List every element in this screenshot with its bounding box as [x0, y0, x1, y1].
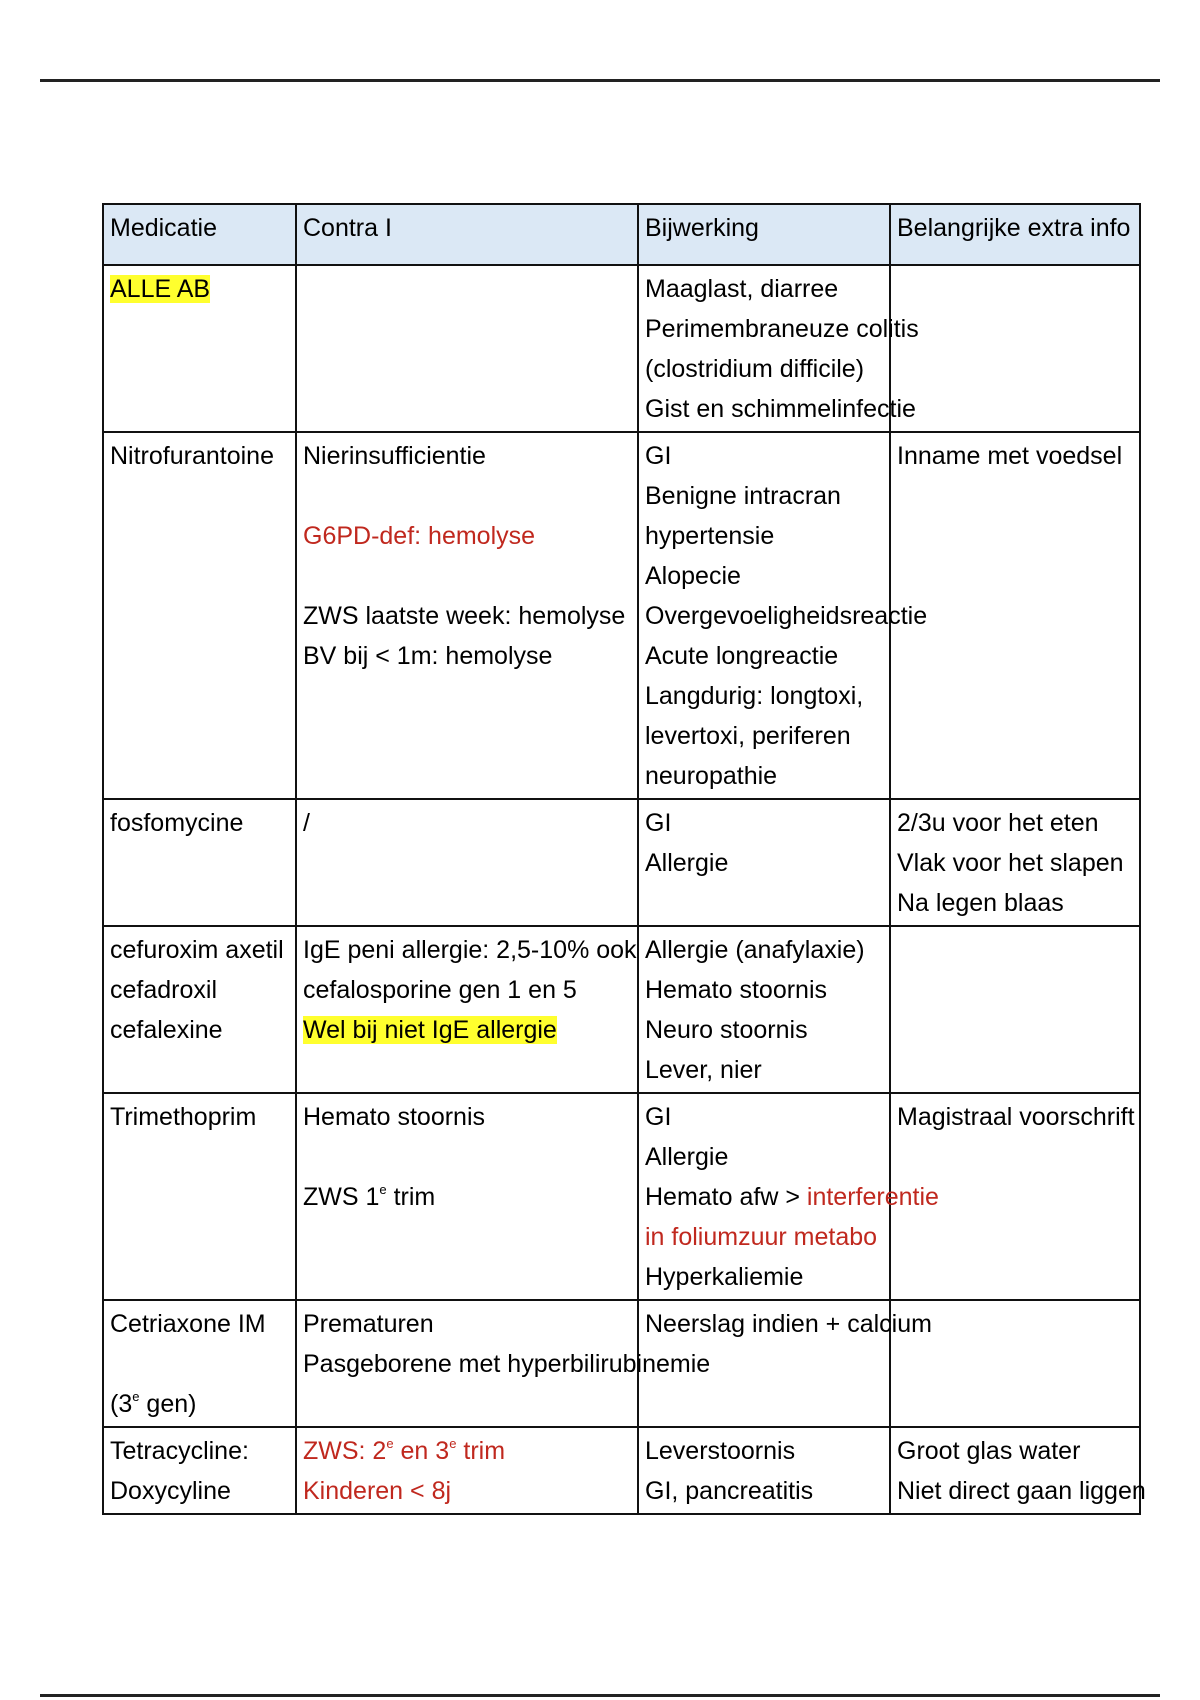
cell-medicatie [103, 1427, 296, 1514]
text-fragment: trim [456, 1437, 506, 1465]
header-extra-info: Belangrijke extra info [890, 204, 1140, 265]
text-fragment: Hemato afw > [645, 1183, 807, 1211]
text-line: cefuroxim axetil [110, 936, 284, 964]
text-line: Acute longreactie [645, 642, 839, 670]
cell-medicatie: Trimethoprim [103, 1093, 296, 1300]
text-line: GI [645, 809, 672, 837]
text-fragment: ZWS 1 [303, 1183, 380, 1211]
text-line: cefalexine [110, 1016, 223, 1044]
text-line: Hyperkaliemie [645, 1263, 804, 1291]
cell-contra [296, 432, 638, 799]
text-line: Doxycyline [110, 1477, 231, 1505]
text-line: Allergie [645, 1143, 729, 1171]
text-line: Hemato stoornis [303, 1103, 486, 1131]
highlighted-text: Wel bij niet IgE allergie [303, 1016, 557, 1044]
cell-extra-info [890, 1427, 1146, 1514]
text-line: (clostridium difficile) [645, 355, 865, 383]
cell-contra [296, 1300, 711, 1427]
highlighted-text: ALLE AB [110, 275, 211, 303]
text-line: Lever, nier [645, 1056, 762, 1084]
header-contra: Contra I [296, 204, 638, 265]
cell-extra-info [890, 799, 1140, 926]
cell-bijwerking [638, 926, 890, 1093]
superscript: e [379, 1182, 387, 1197]
cell-bijwerking [638, 1093, 939, 1300]
text-fragment: trim [386, 1183, 436, 1211]
text-line: Allergie (anafylaxie) [645, 936, 865, 964]
cell-bijwerking [638, 265, 919, 432]
cell-extra-info [890, 432, 1140, 799]
cell-medicatie [103, 1300, 296, 1427]
text-line: IgE peni allergie: 2,5-10% ook [303, 936, 637, 964]
text-line [303, 1177, 631, 1217]
text-line: Overgevoeligheidsreactie [645, 602, 928, 630]
cell-extra-info [890, 265, 1140, 432]
text-fragment: ZWS: 2 [303, 1437, 387, 1465]
superscript: e [132, 1389, 140, 1404]
red-text-line: Kinderen < 8j [303, 1477, 452, 1505]
text-fragment: en 3 [393, 1437, 450, 1465]
text-line [110, 1384, 289, 1424]
text-line: Benigne intracran [645, 482, 841, 510]
text-line: Perimembraneuze colitis [645, 315, 919, 343]
text-line: Groot glas water [897, 1437, 1081, 1465]
cell-extra-info [890, 926, 1140, 1093]
text-line: Alopecie [645, 562, 741, 590]
red-text-line [303, 1431, 631, 1471]
text-line: ZWS laatste week: hemolyse [303, 602, 626, 630]
text-fragment: (3 [110, 1390, 133, 1418]
bottom-rule [40, 1694, 1160, 1697]
text-line: cefalosporine gen 1 en 5 [303, 976, 577, 1004]
red-text-line: in foliumzuur metabo [645, 1223, 878, 1251]
text-line: Inname met voedsel [897, 442, 1123, 470]
table-row [103, 1093, 1140, 1300]
text-line: Leverstoornis [645, 1437, 796, 1465]
text-line: Allergie [645, 849, 729, 877]
text-line: Niet direct gaan liggen [897, 1477, 1146, 1505]
text-fragment: gen) [139, 1390, 197, 1418]
text-line: Tetracycline: [110, 1437, 249, 1465]
top-rule [40, 79, 1160, 82]
table-row [103, 1427, 1140, 1514]
table-row [103, 432, 1140, 799]
text-line [303, 1010, 631, 1050]
cell-contra [296, 926, 638, 1093]
text-line: cefadroxil [110, 976, 217, 1004]
text-line: Neerslag indien + calcium [645, 1310, 932, 1338]
text-line: Hemato stoornis [645, 976, 828, 1004]
spacer [303, 556, 631, 596]
text-line: Maaglast, diarree [645, 275, 839, 303]
table-row [103, 799, 1140, 926]
superscript: e [449, 1436, 457, 1451]
text-line: GI [645, 1103, 672, 1131]
cell-medicatie: Nitrofurantoine [103, 432, 296, 799]
cell-contra: / [296, 799, 638, 926]
text-line: 2/3u voor het eten [897, 809, 1099, 837]
text-line [645, 1177, 939, 1217]
text-line: hypertensie [645, 522, 775, 550]
text-line: BV bij < 1m: hemolyse [303, 642, 553, 670]
cell-contra [296, 265, 638, 432]
header-medicatie: Medicatie [103, 204, 296, 265]
text-line: Langdurig: longtoxi, [645, 682, 864, 710]
spacer [303, 1137, 631, 1177]
header-bijwerking: Bijwerking [638, 204, 890, 265]
text-line: Magistraal voorschrift [897, 1103, 1135, 1131]
red-text-line: G6PD-def: hemolyse [303, 522, 536, 550]
table-row [103, 265, 1140, 432]
spacer [110, 1344, 289, 1384]
cell-contra [296, 1093, 638, 1300]
cell-medicatie: fosfomycine [103, 799, 296, 926]
spacer [303, 476, 631, 516]
text-line: Cetriaxone IM [110, 1310, 266, 1338]
text-line: Vlak voor het slapen [897, 849, 1124, 877]
cell-medicatie [103, 265, 296, 432]
text-line: Prematuren [303, 1310, 434, 1338]
red-text-fragment: interferentie [806, 1183, 939, 1211]
table-row [103, 1300, 1140, 1427]
cell-bijwerking [638, 1427, 890, 1514]
text-line: GI, pancreatitis [645, 1477, 814, 1505]
cell-contra [296, 1427, 638, 1514]
text-line: neuropathie [645, 762, 778, 790]
superscript: e [386, 1436, 394, 1451]
table-header-row [103, 204, 1140, 265]
text-line: Pasgeborene met hyperbilirubinemie [303, 1350, 711, 1378]
medication-table [102, 203, 1146, 1515]
text-line: Neuro stoornis [645, 1016, 808, 1044]
cell-medicatie [103, 926, 296, 1093]
text-line: GI [645, 442, 672, 470]
table-row [103, 926, 1140, 1093]
cell-bijwerking [638, 799, 890, 926]
text-line: Nierinsufficientie [303, 442, 486, 470]
text-line: Na legen blaas [897, 889, 1064, 917]
text-line: levertoxi, periferen [645, 722, 851, 750]
cell-bijwerking [638, 432, 928, 799]
text-line: Gist en schimmelinfectie [645, 395, 916, 423]
